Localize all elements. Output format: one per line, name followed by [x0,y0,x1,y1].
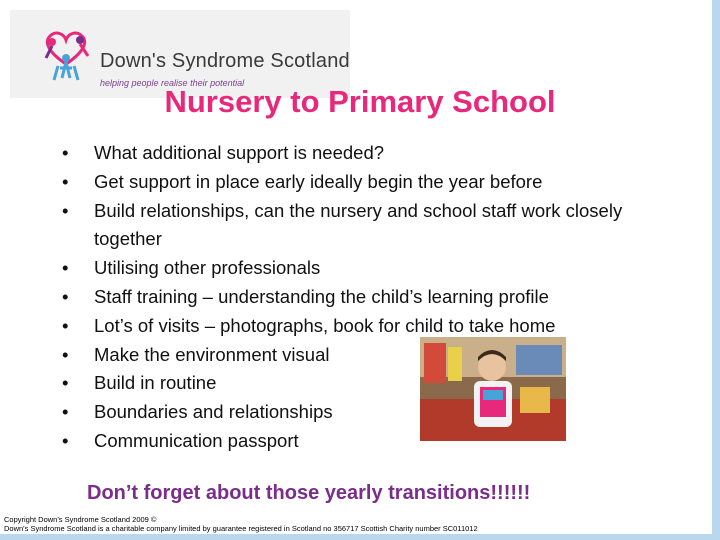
heart-people-icon [38,28,94,90]
list-item [62,197,622,255]
list-item [62,168,622,197]
list-item-text: Communication passport [94,429,299,451]
list-item-text: What additional support is needed? [94,142,385,163]
charity-text: Down's Syndrome Scotland is a charitable company limited by guarantee registered in Scotland no 356717 Scottish Charity number SC011012 [4,524,478,533]
footer [4,515,478,533]
copyright-text: Copyright Down's Syndrome Scotland 2009 © [4,515,157,524]
bullet-icon: • [62,199,69,221]
list-item-text: Lot’s of visits – photographs, book for child to take home [94,314,556,336]
logo-tagline: helping people realise their potential [100,78,245,88]
bullet-icon: • [62,170,69,192]
closing-note: Don’t forget about those yearly transitions!!!!!! [87,482,531,504]
list-item-text: Utilising other professionals [94,257,321,279]
bullet-icon: • [62,257,69,279]
list-item [62,254,622,283]
bullet-icon: • [62,314,69,336]
bullet-icon: • [62,285,69,307]
list-item-text: Boundaries and relationships [94,401,333,423]
list-item-text: Build relationships, can the nursery and school staff work closely together [94,199,623,250]
bullet-icon: • [62,343,69,365]
list-item-text: Staff training – understanding the child’s learning profile [94,285,549,307]
bullet-icon: • [62,372,69,394]
bullet-icon: • [62,142,69,163]
slide-title: Nursery to Primary School [164,84,556,119]
list-item [62,283,622,312]
bullet-icon: • [62,429,69,451]
logo-name: Down's Syndrome Scotland [100,50,350,72]
list-item-text: Make the environment visual [94,343,330,365]
list-item-text: Build in routine [94,372,217,394]
bullet-icon: • [62,401,69,423]
child-reading-photo [420,337,566,441]
list-item [62,139,622,168]
list-item-text: Get support in place early ideally begin the year before [94,170,543,192]
